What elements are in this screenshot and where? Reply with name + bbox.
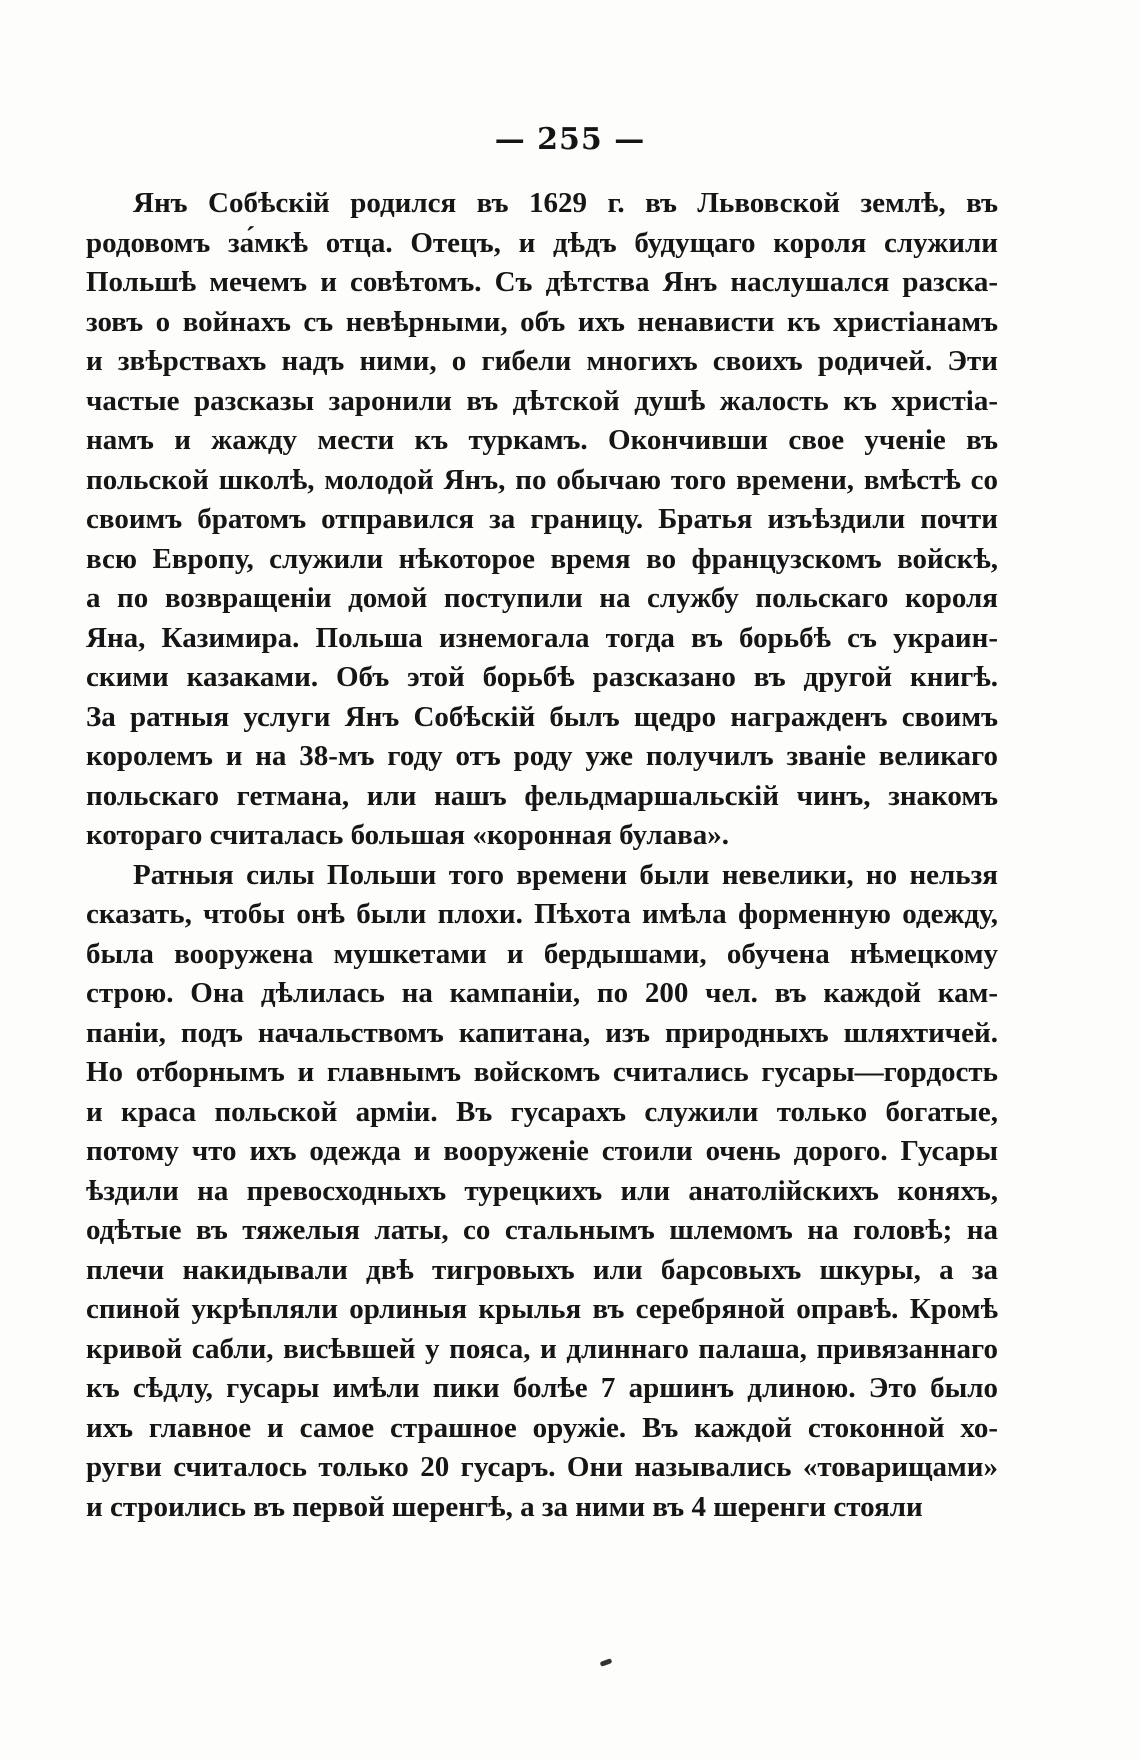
- text-line: ѣздили на превосходныхъ турецкихъ или анатолійскихъ коняхъ,: [86, 1174, 998, 1207]
- text-line: всю Европу, служили нѣкоторое время во французскомъ войскѣ,: [86, 542, 998, 575]
- paragraph-2: [86, 856, 998, 1528]
- text-line: Ратныя силы Польши того времени были невелики, но нельзя: [133, 858, 998, 891]
- text-line: сказать, чтобы онѣ были плохи. Пѣхота имѣла форменную одежду,: [86, 898, 998, 930]
- text-line: плечи накидывали двѣ тигровыхъ или барсовыхъ шкуры, а за: [86, 1253, 998, 1286]
- text-line: одѣтые въ тяжелыя латы, со стальнымъ шлемомъ на головѣ; на: [86, 1214, 998, 1246]
- ink-mark: [600, 1658, 613, 1667]
- text-line: и строились въ первой шеренгѣ, а за ними въ 4 шеренги стояли: [86, 1490, 923, 1523]
- paragraph-1: [86, 184, 998, 856]
- text-line: королемъ и на 38-мъ году отъ роду уже получилъ званіе великаго: [86, 740, 998, 772]
- text-line: зовъ о войнахъ съ невѣрными, объ ихъ ненависти къ христіанамъ: [86, 305, 998, 338]
- body-text: [86, 184, 998, 1527]
- page-number: — 255 —: [494, 122, 646, 157]
- text-line: строю. Она дѣлилась на кампаніи, по 200 чел. въ каждой кам-: [86, 977, 998, 1009]
- text-line: котораго считалась большая «коронная булава».: [86, 819, 729, 851]
- text-line: паніи, подъ начальствомъ капитана, изъ природныхъ шляхтичей.: [86, 1016, 998, 1049]
- text-line: Но отборнымъ и главнымъ войскомъ считались гусары—гордость: [86, 1056, 998, 1088]
- text-line: кривой сабли, висѣвшей у пояса, и длиннаго палаша, привязаннаго: [86, 1332, 998, 1365]
- text-line: къ сѣдлу, гусары имѣли пики болѣе 7 аршинъ длиною. Это было: [86, 1372, 998, 1404]
- text-line: своимъ братомъ отправился за границу. Братья изъѣздили почти: [86, 503, 998, 535]
- text-line: частые разсказы заронили въ дѣтской душѣ жалость къ христіа-: [86, 384, 998, 417]
- text-line: спиной укрѣпляли орлиныя крылья въ серебряной оправѣ. Кромѣ: [86, 1293, 998, 1325]
- text-line: скими казаками. Объ этой борьбѣ разсказано въ другой книгѣ.: [86, 661, 998, 693]
- text-line: и краса польской арміи. Въ гусарахъ служили только богатые,: [86, 1095, 998, 1128]
- text-line: польскаго гетмана, или нашъ фельдмаршальскій чинъ, знакомъ: [86, 779, 998, 812]
- text-line: была вооружена мушкетами и бердышами, обучена нѣмецкому: [86, 937, 998, 970]
- text-line: намъ и жажду мести къ туркамъ. Окончивши свое ученіе въ: [86, 424, 998, 456]
- text-line: Польшѣ мечемъ и совѣтомъ. Съ дѣтства Янъ наслушался разска-: [86, 266, 998, 298]
- text-line: ихъ главное и самое страшное оружіе. Въ каждой стоконной хо-: [86, 1411, 998, 1444]
- text-line: родовомъ за́мкѣ отца. Отецъ, и дѣдъ будущаго короля служили: [86, 226, 998, 259]
- text-line: потому что ихъ одежда и вооруженіе стоили очень дорого. Гусары: [86, 1135, 998, 1167]
- text-line: За ратныя услуги Янъ Собѣскій былъ щедро награжденъ своимъ: [86, 700, 998, 733]
- text-line: Янъ Собѣскій родился въ 1629 г. въ Львовской землѣ, въ: [133, 187, 998, 219]
- text-line: польской школѣ, молодой Янъ, по обычаю того времени, вмѣстѣ со: [86, 463, 998, 496]
- text-line: Яна, Казимира. Польша изнемогала тогда въ борьбѣ съ украин-: [86, 621, 998, 654]
- text-line: и звѣрствахъ надъ ними, о гибели многихъ своихъ родичей. Эти: [86, 345, 998, 377]
- text-line: ругви считалось только 20 гусаръ. Они назывались «товарищами»: [86, 1451, 998, 1483]
- text-line: а по возвращеніи домой поступили на службу польскаго короля: [86, 582, 998, 614]
